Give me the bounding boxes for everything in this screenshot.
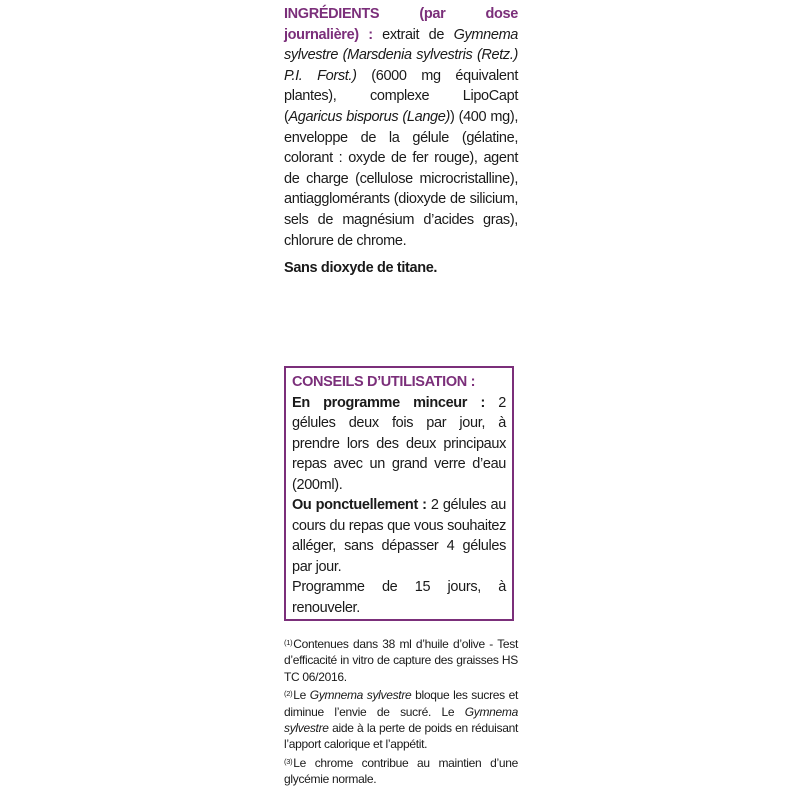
footnote-text: Le xyxy=(293,688,310,703)
usage-program-label: En programme minceur : xyxy=(292,394,485,411)
usage-box xyxy=(284,366,514,621)
usage-paragraph-duration: Programme de 15 jours, à renouveler. xyxy=(292,579,506,616)
usage-paragraph-program xyxy=(292,393,506,496)
usage-occasional-text: 2 gélules au cours du repas que vous souhaitez alléger, sans dépasser 4 gélules par jour. xyxy=(292,497,506,575)
footnote-text: Le chrome contribue au maintien d’une glycémie normale. xyxy=(284,755,518,787)
usage-paragraph-occasional xyxy=(292,495,506,577)
ingredients-section xyxy=(284,4,518,251)
ingredients-mushroom-name: Agaricus bisporus (Lange) xyxy=(288,108,450,125)
footnote-text: bloque les sucres et diminue l’envie de sucré. Le xyxy=(284,688,518,719)
ingredients-plant-name: Gymnema sylvestre (Marsdenia sylvestris (Retz.) P.I. Forst.) xyxy=(284,26,519,84)
footnote-1 xyxy=(284,636,518,685)
ingredients-text: (6000 mg équivalent plantes), complexe LipoCapt ( xyxy=(284,67,519,125)
usage-content xyxy=(292,372,506,618)
footnote-text: aide à la perte de poids en réduisant l’apport calorique et l’appétit. xyxy=(284,721,518,752)
footnote-text: Contenues dans 38 ml d’huile d’olive - Test d’efficacité in vitro de capture des graisses HS TC 06/2016. xyxy=(284,637,518,684)
usage-heading: CONSEILS D’UTILISATION : xyxy=(292,374,476,390)
usage-program-text: 2 gélules deux fois par jour, à prendre lors des deux principaux repas avec un grand verre d’eau (200ml). xyxy=(292,394,506,493)
footnote-plant-name: Gymnema sylvestre xyxy=(309,688,412,703)
footnote-3 xyxy=(284,755,518,788)
no-titanium-text: Sans dioxyde de titane. xyxy=(284,260,438,276)
ingredients-heading: INGRÉDIENTS (par dose journalière) : xyxy=(284,6,518,43)
usage-occasional-label: Ou ponctuellement : xyxy=(292,497,427,513)
footnote-2 xyxy=(284,687,518,753)
ingredients-paragraph xyxy=(284,4,518,251)
footnote-plant-name: Gymnema sylvestre xyxy=(284,704,518,736)
footnotes xyxy=(284,636,518,790)
footnote-mark: (2) xyxy=(284,689,293,699)
footnote-mark: (1) xyxy=(284,638,293,647)
ingredients-text: ) (400 mg), enveloppe de la gélule (gélatine, colorant : oxyde de fer rouge), agent de charge (cellulose microcristalline), antiagglomérants (dioxyde de silicium, sels de magnésium d’acides gras), chlorure de chrome. xyxy=(284,108,518,249)
ingredients-text: extrait de xyxy=(372,26,454,43)
no-titanium-statement xyxy=(284,258,518,278)
footnote-mark: (3) xyxy=(284,756,293,766)
